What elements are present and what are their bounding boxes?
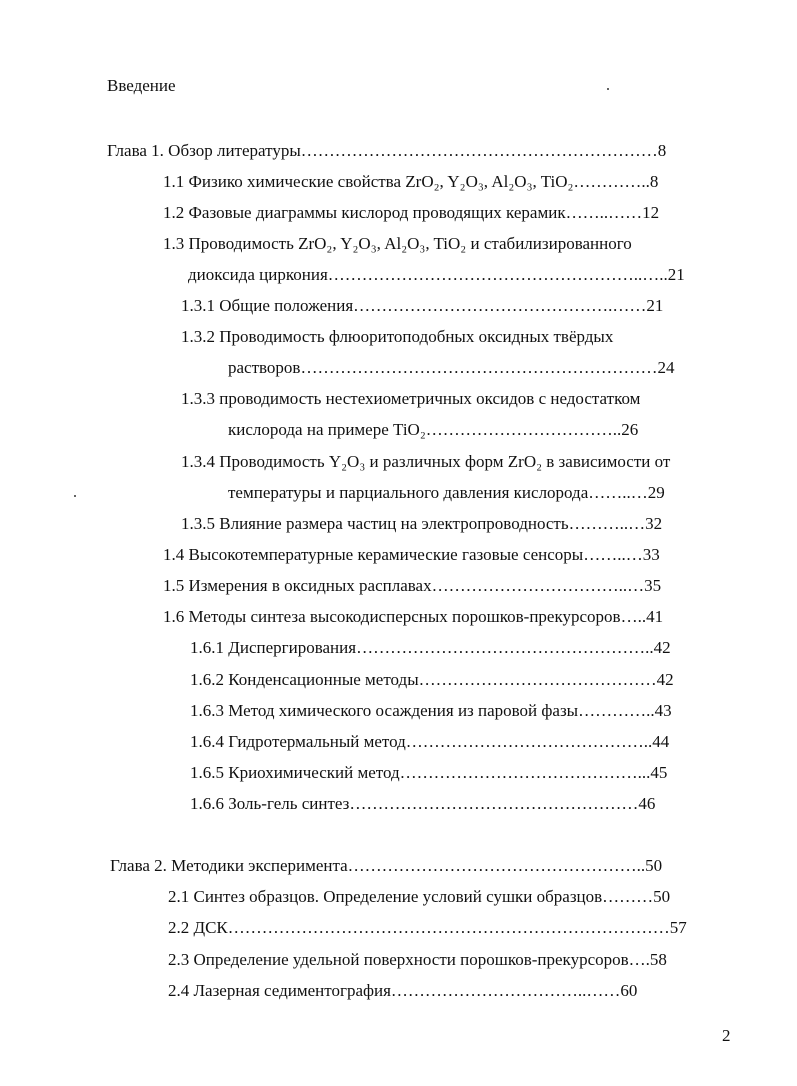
intro-heading: Введение [107, 76, 176, 95]
toc-section-1-6-5: 1.6.5 Криохимический метод……………………………………...45 [190, 763, 668, 782]
toc-section-1-3-4-cont: температуры и парциального давления кислорода……..…29 [228, 483, 665, 502]
toc-section-1-3-5: 1.3.5 Влияние размера частиц на электропроводность………..…32 [181, 514, 663, 533]
toc-section-1-2: 1.2 Фазовые диаграммы кислород проводящих керамик……..……12 [163, 203, 660, 222]
toc-section-2-4: 2.4 Лазерная седиментография……………………………..……60 [168, 981, 638, 1000]
toc-section-2-3: 2.3 Определение удельной поверхности порошков-прекурсоров….58 [168, 950, 667, 969]
toc-section-2-2: 2.2 ДСК……………………………………………………………………57 [168, 918, 687, 937]
scan-speck [74, 495, 76, 497]
toc-section-1-3-1: 1.3.1 Общие положения……………………………………….……21 [181, 296, 664, 315]
toc-section-1-3-2: 1.3.2 Проводимость флюоритоподобных оксидных твёрдых [181, 327, 614, 346]
scan-speck [607, 88, 609, 90]
toc-section-1-6-4: 1.6.4 Гидротермальный метод……………………………………..44 [190, 732, 670, 751]
toc-section-1-6-1: 1.6.1 Диспергирования……………………………………………..42 [190, 638, 671, 657]
toc-section-1-3-2-cont: растворов………………………………………………………24 [228, 358, 675, 377]
toc-section-1-6-3: 1.6.3 Метод химического осаждения из паровой фазы…………..43 [190, 701, 672, 720]
toc-section-1-1: 1.1 Физико химические свойства ZrO₂, Y₂O₃, Al₂O₃, TiO₂…………..8 [163, 172, 659, 191]
toc-section-1-3: 1.3 Проводимость ZrO₂, Y₂O₃, Al₂O₃, TiO₂ и стабилизированного [163, 234, 632, 253]
toc-section-1-3-cont: диоксида циркония………………………………………………..…..21 [188, 265, 685, 284]
toc-section-1-4: 1.4 Высокотемпературные керамические газовые сенсоры……..…33 [163, 545, 660, 564]
toc-section-1-3-4: 1.3.4 Проводимость Y₂O₃ и различных форм ZrO₂ в зависимости от [181, 452, 671, 471]
toc-section-1-6: 1.6 Методы синтеза высокодисперсных порошков-прекурсоров…..41 [163, 607, 664, 626]
toc-section-1-3-3: 1.3.3 проводимость нестехиометричных оксидов с недостатком [181, 389, 641, 408]
toc-section-1-5: 1.5 Измерения в оксидных расплавах……………………………..…35 [163, 576, 662, 595]
toc-chapter-2: Глава 2. Методики эксперимента……………………………………………..50 [110, 856, 663, 875]
toc-section-1-6-2: 1.6.2 Конденсационные методы……………………………………42 [190, 670, 674, 689]
toc-section-1-6-6: 1.6.6 Золь-гель синтез……………………………………………46 [190, 794, 656, 813]
toc-section-2-1: 2.1 Синтез образцов. Определение условий сушки образцов………50 [168, 887, 671, 906]
toc-chapter-1: Глава 1. Обзор литературы………………………………………………………8 [107, 141, 667, 160]
page-number: 2 [722, 1026, 731, 1045]
toc-section-1-3-3-cont: кислорода на примере TiO₂……………………………..26 [228, 420, 639, 439]
